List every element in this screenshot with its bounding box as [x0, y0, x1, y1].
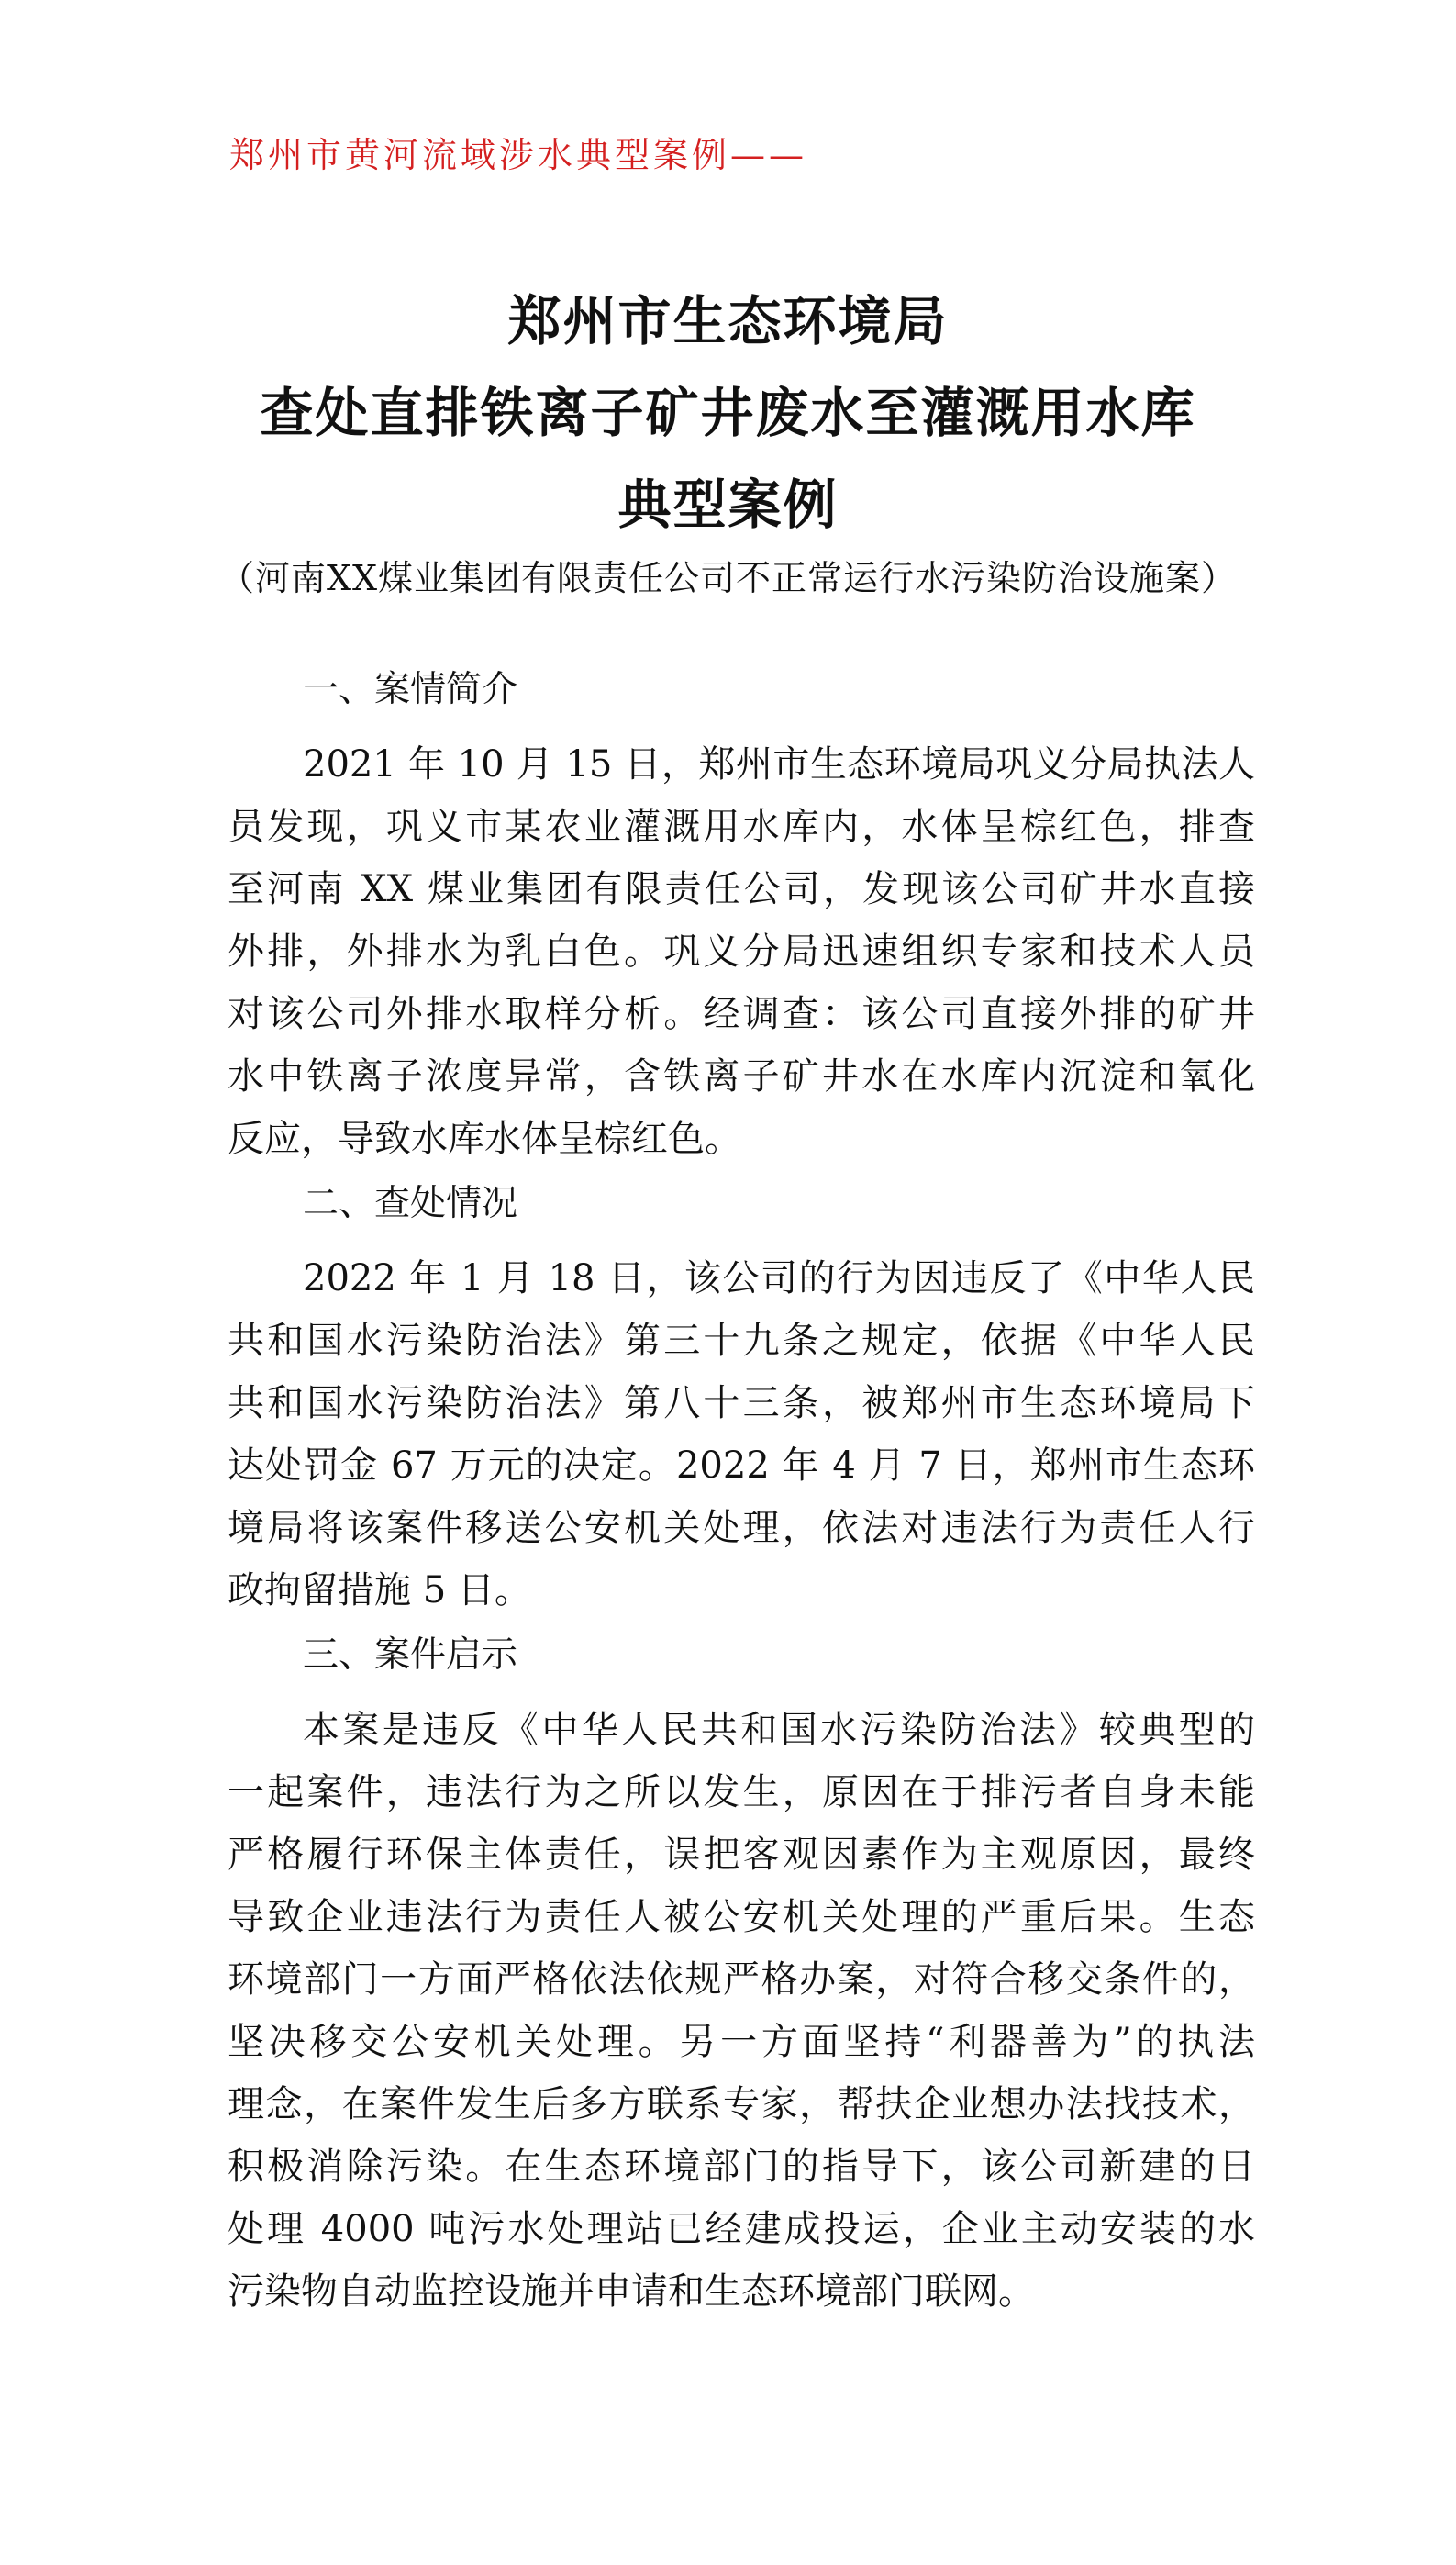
- title-line-2: 查处直排铁离子矿井废水至灌溉用水库: [260, 382, 1196, 444]
- text-line: 积极消除污染。在生态环境部门的指导下，该公司新建的日: [228, 2146, 1255, 2188]
- text-line: 反应，导致水库水体呈棕红色。: [228, 1118, 741, 1160]
- text-line: 达处罚金 67 万元的决定。2022 年 4 月 7 日，郑州市生态环: [228, 1444, 1255, 1487]
- paragraph-lessons: [228, 1699, 1255, 2323]
- text-line: 处理 4000 吨污水处理站已经建成投运，企业主动安装的水: [228, 2208, 1255, 2250]
- text-line: 共和国水污染防治法》第八十三条，被郑州市生态环境局下: [228, 1382, 1255, 1424]
- text-line: 一起案件，违法行为之所以发生，原因在于排污者自身未能: [228, 1771, 1255, 1813]
- title-block: [0, 275, 1456, 606]
- text-line: 理念，在案件发生后多方联系专家，帮扶企业想办法找技术，: [228, 2083, 1255, 2125]
- text-line: 至河南 XX 煤业集团有限责任公司，发现该公司矿井水直接: [228, 868, 1255, 910]
- paragraph-case-summary: [228, 733, 1255, 1170]
- subtitle: （河南XX煤业集团有限责任公司不正常运行水污染防治设施案）: [218, 558, 1238, 598]
- paragraph-handling: [228, 1247, 1255, 1622]
- text-line: 污染物自动监控设施并申请和生态环境部门联网。: [228, 2270, 1035, 2313]
- title-line-3: 典型案例: [617, 474, 839, 536]
- text-line: 员发现，巩义市某农业灌溉用水库内，水体呈棕红色，排查: [228, 806, 1255, 848]
- section-heading-handling: 二、查处情况: [303, 1183, 518, 1224]
- text-line: 外排，外排水为乳白色。巩义分局迅速组织专家和技术人员: [228, 931, 1255, 973]
- text-line: 共和国水污染防治法》第三十九条之规定，依据《中华人民: [228, 1320, 1255, 1362]
- document-body: [228, 665, 1255, 2332]
- text-line: 严格履行环保主体责任，误把客观因素作为主观原因，最终: [228, 1834, 1255, 1876]
- text-line: 水中铁离子浓度异常，含铁离子矿井水在水库内沉淀和氧化: [228, 1055, 1255, 1098]
- text-line: 导致企业违法行为责任人被公安机关处理的严重后果。生态: [228, 1896, 1255, 1938]
- series-header: 郑州市黄河流域涉水典型案例——: [229, 135, 808, 175]
- text-line: 本案是违反《中华人民共和国水污染防治法》较典型的: [303, 1709, 1255, 1751]
- text-line: 对该公司外排水取样分析。经调查：该公司直接外排的矿井: [228, 993, 1255, 1035]
- text-line: 2022 年 1 月 18 日，该公司的行为因违反了《中华人民: [303, 1257, 1255, 1299]
- section-heading-lessons: 三、案件启示: [303, 1634, 518, 1676]
- text-line: 政拘留措施 5 日。: [228, 1569, 531, 1611]
- title-line-1: 郑州市生态环境局: [507, 290, 949, 352]
- section-heading-case-summary: 一、案情简介: [303, 669, 518, 710]
- text-line: 2021 年 10 月 15 日，郑州市生态环境局巩义分局执法人: [303, 743, 1255, 786]
- text-line: 境局将该案件移送公安机关处理，依法对违法行为责任人行: [228, 1507, 1255, 1549]
- text-line: 环境部门一方面严格依法依规严格办案，对符合移交条件的，: [228, 1958, 1255, 2001]
- text-line: 坚决移交公安机关处理。另一方面坚持“利器善为”的执法: [228, 2021, 1255, 2063]
